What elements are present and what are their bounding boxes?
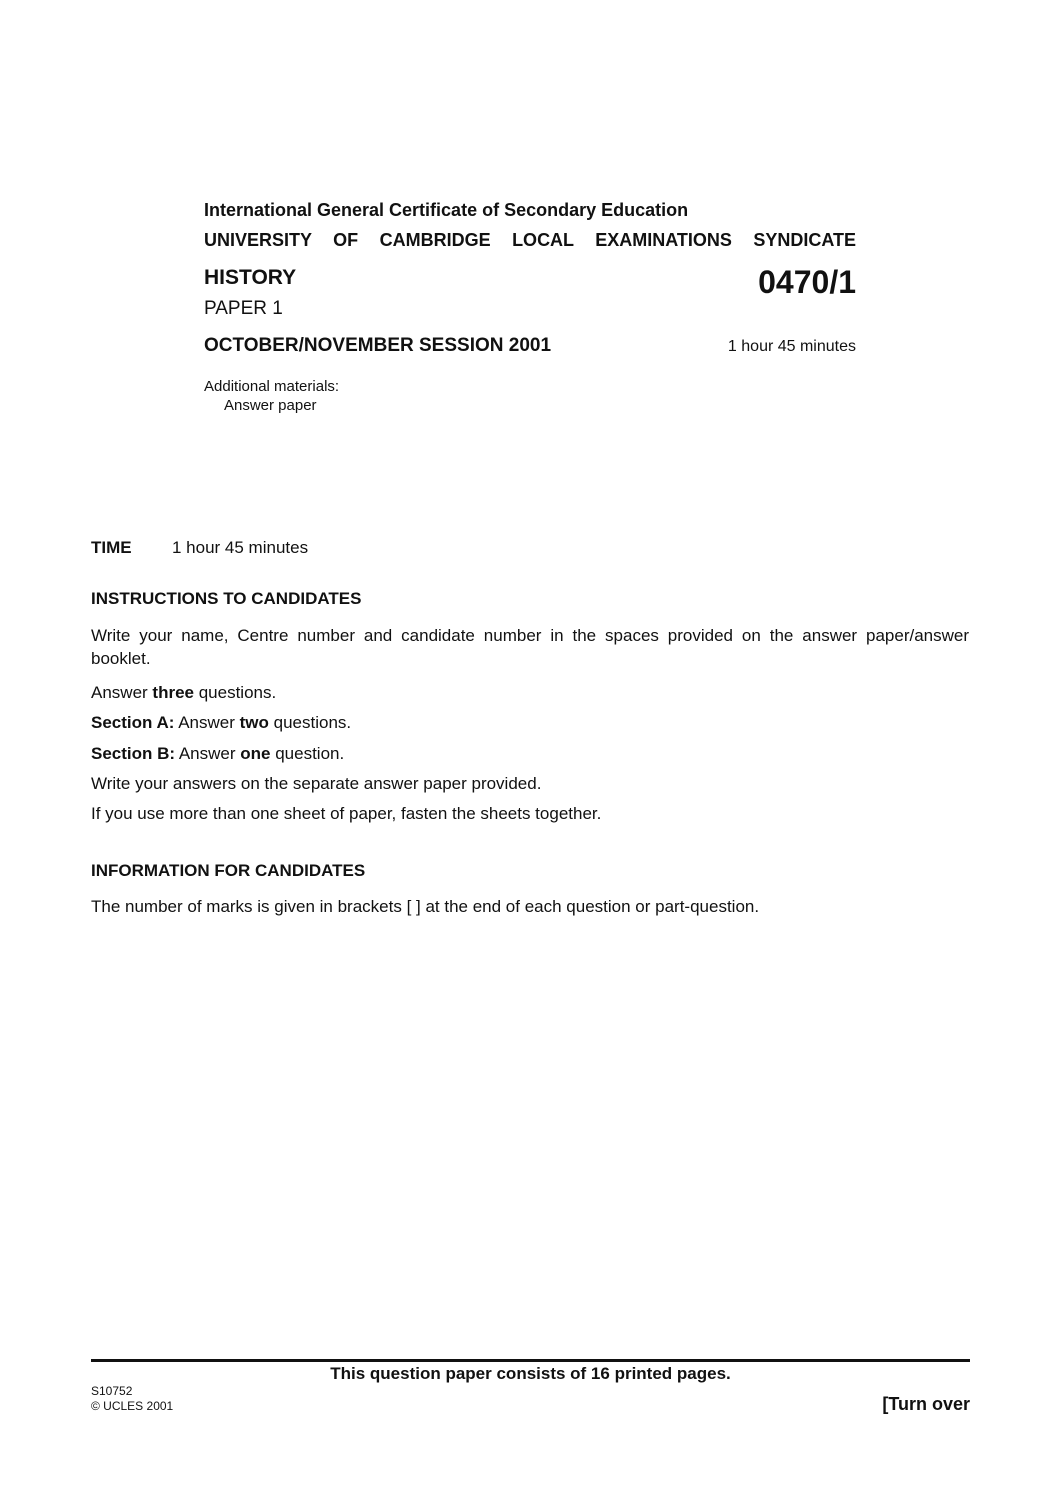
exam-session: OCTOBER/NOVEMBER SESSION 2001 <box>204 335 552 356</box>
instruction-text: Answer <box>175 744 241 763</box>
additional-materials-label: Additional materials: <box>204 378 340 395</box>
footer-page-count: This question paper consists of 16 printed pages. <box>330 1364 731 1383</box>
instruction-section-a <box>91 713 351 733</box>
instruction-fasten-sheets: If you use more than one sheet of paper, fasten the sheets together. <box>91 804 602 823</box>
footer-copyright: © UCLES 2001 <box>91 1399 174 1413</box>
instruction-text: questions. <box>194 683 277 702</box>
footer-reference: S10752 <box>91 1384 133 1398</box>
instruction-section-b <box>91 744 344 764</box>
information-marks: The number of marks is given in brackets [ ] at the end of each question or part-question. <box>91 897 760 916</box>
paper-code: 0470/1 <box>758 264 856 300</box>
section-label: Section B: <box>91 744 176 763</box>
header-syndicate-name: UNIVERSITY OF CAMBRIDGE LOCAL EXAMINATIONS SYNDICATE <box>204 230 856 250</box>
instruction-text: Answer <box>91 683 153 702</box>
instruction-emphasis: two <box>239 713 269 732</box>
instruction-text: questions. <box>268 713 352 732</box>
footer-turn-over: [Turn over <box>882 1394 970 1414</box>
section-label: Section A: <box>91 713 175 732</box>
instruction-text: Answer <box>174 713 240 732</box>
subject-title: HISTORY <box>204 266 297 289</box>
instruction-emphasis: three <box>152 683 194 702</box>
paper-number: PAPER 1 <box>204 298 283 319</box>
exam-duration: 1 hour 45 minutes <box>727 338 856 355</box>
instruction-answer-paper: Write your answers on the separate answer paper provided. <box>91 774 542 793</box>
header-certificate-title: International General Certificate of Secondary Education <box>204 200 689 220</box>
instruction-answer-count <box>91 683 276 703</box>
instructions-heading: INSTRUCTIONS TO CANDIDATES <box>91 589 362 608</box>
time-value: 1 hour 45 minutes <box>172 538 309 557</box>
footer-divider <box>91 1359 970 1362</box>
information-heading: INFORMATION FOR CANDIDATES <box>91 861 366 880</box>
instruction-name-centre: Write your name, Centre number and candidate number in the spaces provided on the answer paper/answer booklet. <box>91 626 969 668</box>
additional-materials-item: Answer paper <box>224 397 317 414</box>
instruction-text: question. <box>270 744 345 763</box>
time-label: TIME <box>91 538 132 557</box>
instruction-emphasis: one <box>240 744 271 763</box>
